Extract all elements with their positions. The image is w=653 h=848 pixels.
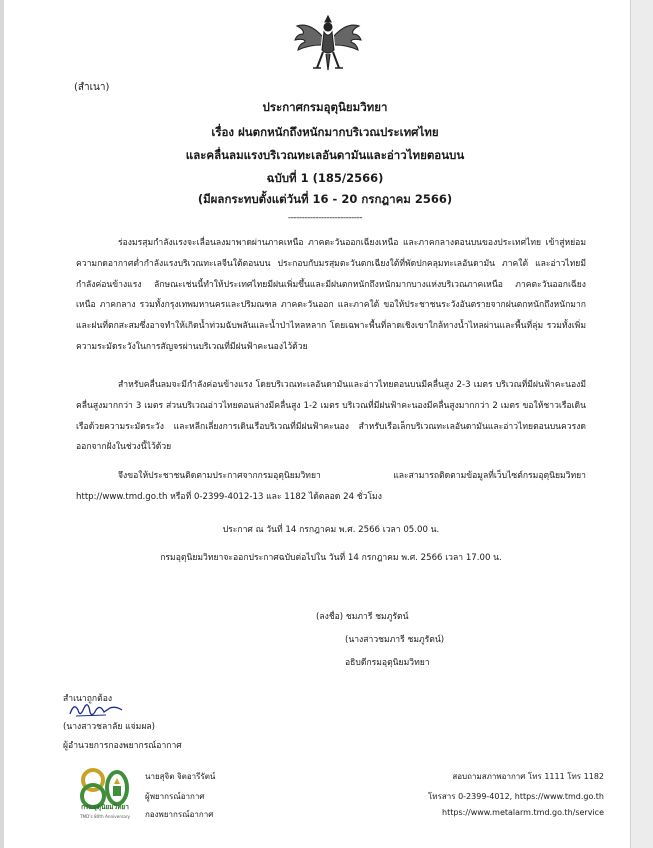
certifier-name: (นางสาวชลาลัย แจ่มผล)	[63, 722, 155, 732]
announcement-title: ประกาศกรมอุตุนิยมวิทยา	[262, 100, 388, 114]
weather-hotline: สอบถามสภาพอากาศ โทร 1111 โทร 1182	[452, 772, 604, 781]
garuda-emblem-icon	[293, 12, 363, 74]
signer-position: อธิบดีกรมอุตุนิยมวิทยา	[345, 658, 430, 668]
title-separator: ---------------------------	[287, 213, 363, 223]
copy-note: (สำเนา)	[74, 82, 110, 93]
logo-subtext: TMD's 80th Anniversary	[79, 814, 131, 819]
issue-number: ฉบับที่ 1 (185/2566)	[266, 171, 384, 185]
service-url[interactable]: https://www.metalarm.tmd.go.th/service	[442, 808, 604, 817]
effective-dates: (มีผลกระทบตั้งแต่วันที่ 16 - 20 กรกฎาคม 2566)	[197, 192, 453, 206]
viewer-scrollbar[interactable]	[630, 0, 653, 848]
fax-website[interactable]: โทรสาร 0-2399-4012, https://www.tmd.go.th	[428, 792, 604, 801]
paragraph-monsoon: ร่องมรสุมกำลังแรงจะเลื่อนลงมาพาดผ่านภาคเหนือ ภาคตะวันออกเฉียงเหนือ และภาคกลางตอนบนของประเทศไทย เข้าสู่หย่อมความกดอากาศต่ำกำลังแรงบริเวณทะเลจีนใต้ตอนบน ประกอบกับมรสุมตะวันตกเฉียงใต้ที่พัดปกคลุมทะเลอันดามัน ภาคใต้ และอ่าวไทยมีกำลังค่อนข้างแรง ลักษณะเช่นนี้ทำให้ประเทศไทยมีฝนเพิ่มขึ้นและมีฝนตกหนักถึงหนักมากบางแห่งบริเวณภาคเหนือ ภาคตะวันออกเฉียงเหนือ ภาคกลาง รวมทั้งกรุงเทพมหานครและปริมณฑล ภาคตะวันออก และภาคใต้ ขอให้ประชาชนระวังอันตรายจากฝนตกหนักถึงหนักมากและฝนที่ตกสะสมซึ่งอาจทำให้เกิดน้ำท่วมฉับพลันและน้ำป่าไหลหลาก โดยเฉพาะพื้นที่ลาดเชิงเขาใกล้ทางน้ำไหลผ่านและพื้นที่ลุ่ม รวมทั้งเพิ่มความระมัดระวังในการสัญจรผ่านบริเวณที่มีฝนฟ้าคะนองไว้ด้วย	[76, 238, 586, 352]
page-left-edge	[0, 0, 4, 848]
announcement-subject: เรื่อง ฝนตกหนักถึงหนักมากบริเวณประเทศไทย	[211, 125, 439, 139]
next-issue-datetime: กรมอุตุนิยมวิทยาจะออกประกาศฉบับต่อไปใน วันที่ 14 กรกฎาคม พ.ศ. 2566 เวลา 17.00 น.	[160, 553, 502, 563]
signature-line: (ลงชื่อ) ชมภารี ชมภูรัตน์	[316, 612, 409, 622]
paragraph-follow-up: จึงขอให้ประชาชนติดตามประกาศจากกรมอุตุนิยมวิทยา และสามารถติดตามข้อมูลที่เว็บไซต์กรมอุตุนิยมวิทยา http://www.tmd.go.th หรือที่ 0-2399-4012-13 และ 1182 ได้ตลอด 24 ชั่วโมง	[76, 471, 586, 502]
certifier-position: ผู้อำนวยการกองพยากรณ์อากาศ	[63, 741, 182, 751]
paragraph-waves: สำหรับคลื่นลมจะมีกำลังค่อนข้างแรง โดยบริเวณทะเลอันดามันและอ่าวไทยตอนบนมีคลื่นสูง 2-3 เมตร บริเวณที่มีฝนฟ้าคะนองมีคลื่นสูงมากกว่า 3 เมตร ส่วนบริเวณอ่าวไทยตอนล่างมีคลื่นสูง 1-2 เมตร บริเวณที่มีฝนฟ้าคะนองมีคลื่นสูงมากกว่า 2 เมตร ขอให้ชาวเรือเดินเรือด้วยความระมัดระวัง และหลีกเลี่ยงการเดินเรือบริเวณที่มีฝนฟ้าคะนอง สำหรับเรือเล็กบริเวณทะเลอันดามันและอ่าวไทยตอนบนควรงดออกจากฝั่งในช่วงนี้ไว้ด้วย	[76, 380, 586, 453]
signer-name: (นางสาวชมภารี ชมภูรัตน์)	[345, 635, 445, 645]
handwritten-signature	[66, 700, 128, 720]
forecaster-title: ผู้พยากรณ์อากาศ	[145, 792, 205, 801]
announcement-subject-cont: และคลื่นลมแรงบริเวณทะเลอันดามันและอ่าวไทยตอนบน	[185, 148, 465, 162]
forecaster-name: นายสุจิต จิตอารีรัตน์	[145, 772, 216, 781]
forecast-division: กองพยากรณ์อากาศ	[145, 810, 214, 819]
announced-datetime: ประกาศ ณ วันที่ 14 กรกฎาคม พ.ศ. 2566 เวลา 05.00 น.	[222, 525, 440, 535]
certified-copy-label: สำเนาถูกต้อง	[63, 694, 113, 704]
logo-org-name: กรมอุตุนิยมวิทยา	[81, 803, 129, 811]
